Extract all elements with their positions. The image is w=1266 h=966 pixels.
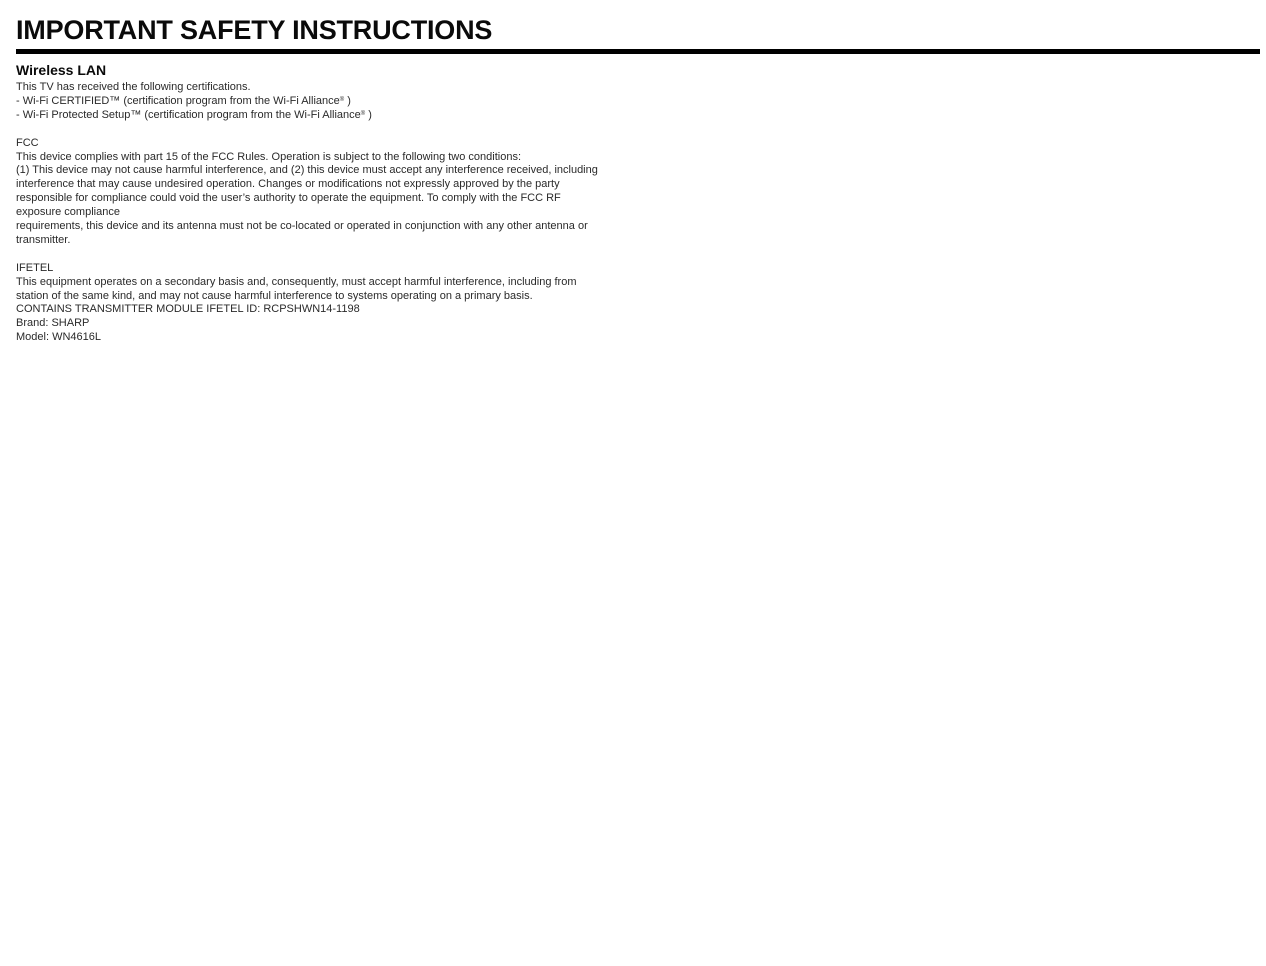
brand-label: Brand: SHARP [16, 317, 90, 330]
fcc-line: exposure compliance [16, 206, 120, 219]
fcc-line: This device complies with part 15 of the FCC Rules. Operation is subject to the following two conditions: [16, 150, 522, 163]
paragraph-gap [16, 123, 641, 137]
fcc-line: (1) This device may not cause harmful interference, and (2) this device must accept any interference received, including [16, 164, 598, 177]
fcc-line: requirements, this device and its antenna must not be co-located or operated in conjunction with any other antenna or [16, 220, 588, 233]
certification-intro: This TV has received the following certifications. [16, 81, 251, 93]
model-label: Model: WN4616L [16, 331, 101, 344]
certification-close: ) [365, 108, 372, 121]
registered-mark: ® [339, 96, 345, 103]
fcc-line: responsible for compliance could void the user’s authority to operate the equipment. To comply with the FCC RF [16, 192, 561, 205]
paragraph-gap [16, 248, 641, 262]
wireless-lan-content [16, 81, 641, 345]
certification-item [16, 95, 641, 109]
title-rule [16, 49, 1260, 54]
certification-close: ) [344, 94, 351, 107]
transmitter-module-id: CONTAINS TRANSMITTER MODULE IFETEL ID: RCPSHWN14-1198 [16, 303, 360, 316]
certification-text: - Wi-Fi CERTIFIED™ (certification program from the Wi-Fi Alliance [16, 94, 340, 107]
ifetel-heading: IFETEL [16, 261, 54, 274]
fcc-heading: FCC [16, 136, 39, 149]
section-heading-wireless-lan: Wireless LAN [16, 62, 107, 78]
fcc-line: interference that may cause undesired operation. Changes or modifications not expressly approved by the party [16, 178, 560, 191]
certification-item [16, 109, 641, 123]
certification-text: - Wi-Fi Protected Setup™ (certification program from the Wi-Fi Alliance [16, 108, 361, 121]
page-title: IMPORTANT SAFETY INSTRUCTIONS [16, 15, 493, 45]
ifetel-line: station of the same kind, and may not cause harmful interference to systems operating on a primary basis. [16, 289, 533, 302]
registered-mark: ® [360, 110, 366, 117]
fcc-line: transmitter. [16, 233, 71, 246]
ifetel-line: This equipment operates on a secondary basis and, consequently, must accept harmful interference, including from [16, 275, 577, 288]
